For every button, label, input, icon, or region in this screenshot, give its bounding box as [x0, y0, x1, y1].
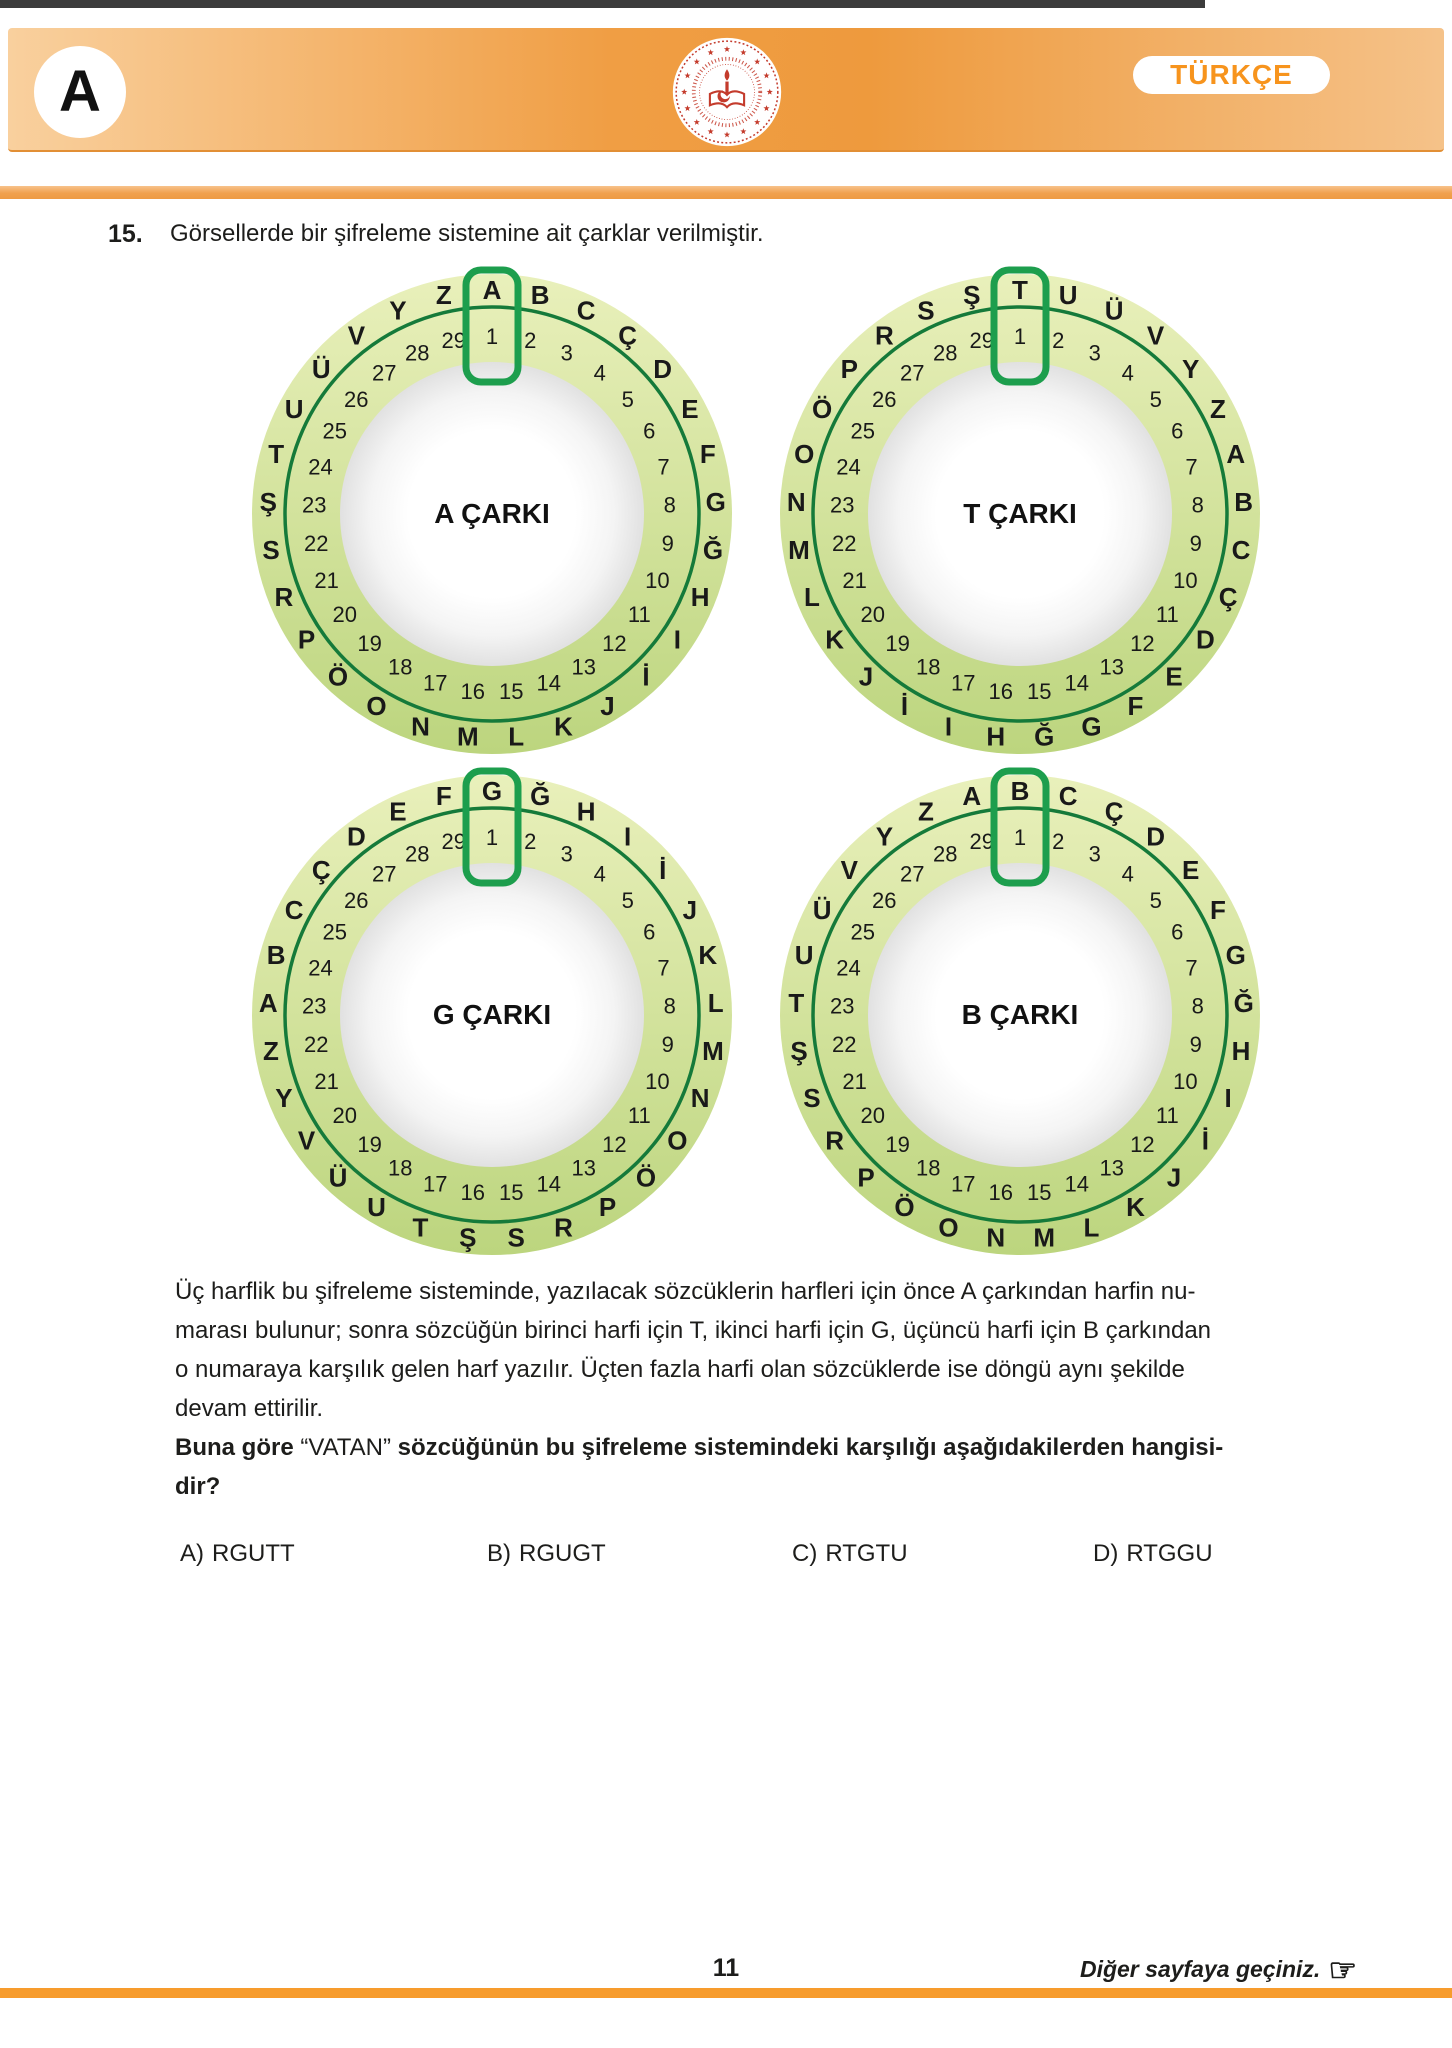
wheel-number: 10 [1173, 1068, 1198, 1094]
wheel-letter: Y [275, 1082, 293, 1113]
wheel-number: 7 [657, 454, 670, 480]
wheel-label: T ÇARKI [963, 498, 1077, 529]
wheel-letter: J [1166, 1162, 1182, 1193]
wheel-letter: B [530, 280, 550, 311]
wheel-letter: U [367, 1191, 386, 1222]
wheel-letter: H [986, 721, 1006, 752]
wheel-number: 12 [602, 631, 627, 657]
wheel-number: 4 [593, 360, 606, 386]
wheel-letter: T [412, 1212, 429, 1243]
wheel-number: 26 [344, 386, 369, 412]
wheel-letter: L [508, 721, 525, 752]
wheel-letter: H [1231, 1036, 1251, 1067]
wheel-number: 2 [1052, 328, 1065, 354]
wheel-number: 17 [950, 670, 976, 696]
wheel-number: 2 [1052, 829, 1065, 855]
wheel-number: 28 [933, 340, 958, 366]
wheel-letter: F [1209, 895, 1226, 926]
wheel-letter: S [803, 1082, 821, 1113]
wheel-number: 6 [1171, 418, 1184, 444]
wheel-letter: B [1234, 486, 1254, 517]
wheel-label: A ÇARKI [434, 498, 550, 529]
option-d [1093, 1540, 1213, 1568]
wheel-letter: D [1196, 624, 1215, 655]
wheel-letter: J [682, 895, 698, 926]
option-c [792, 1540, 908, 1568]
wheel-number: 27 [900, 861, 925, 887]
paragraph-line: Üç harflik bu şifreleme sisteminde, yazılacak sözcüklerin harfleri için önce A çarkından harfin nu- [175, 1278, 1196, 1305]
wheel-number: 7 [1185, 454, 1198, 480]
wheel-letter: Ü [1104, 295, 1124, 326]
wheel-number: 23 [302, 492, 327, 518]
wheel-letter: M [702, 1036, 724, 1067]
wheel-number: 13 [571, 654, 597, 680]
wheel-number: 14 [536, 670, 562, 696]
wheel-letter: E [681, 394, 699, 425]
option-b-label: B) [487, 1540, 511, 1567]
wheel-letter: E [1165, 661, 1183, 692]
wheel-number: 17 [950, 1171, 976, 1197]
header-band [8, 28, 1444, 152]
subject-badge-label: TÜRKÇE [1170, 59, 1293, 90]
wheel-number: 14 [1064, 670, 1090, 696]
wheel-number: 20 [332, 1102, 357, 1128]
wheel-number: 22 [304, 1031, 329, 1057]
wheel-number: 18 [915, 1155, 941, 1181]
wheel-number: 1 [1013, 825, 1027, 850]
wheel-letter: C [1058, 781, 1078, 812]
wheel-letter: V [347, 320, 366, 351]
page-number: 11 [712, 1954, 740, 1982]
wheel-letter: A [1226, 439, 1246, 470]
next-page-note [1079, 1951, 1357, 1988]
wheel-number: 10 [645, 567, 670, 593]
wheel-letter: O [667, 1125, 688, 1156]
wheel-letter: Ş [459, 1222, 477, 1253]
wheel-letter: Ğ [530, 781, 551, 812]
wheel-letter: G [481, 776, 503, 806]
wheel-number: 19 [357, 1132, 382, 1158]
wheel-letter: R [554, 1212, 573, 1243]
wheel-number: 7 [1185, 955, 1198, 981]
wheel-number: 6 [1171, 919, 1184, 945]
wheel-letter: Y [1182, 354, 1200, 384]
wheel-number: 29 [441, 829, 466, 855]
wheel-number: 6 [643, 919, 656, 945]
wheel-letter: Ç [311, 855, 331, 885]
wheel-letter: Ğ [1233, 987, 1254, 1018]
wheel-number: 7 [657, 955, 670, 981]
wheel-number: 9 [661, 530, 674, 556]
wheel-letter: C [1231, 535, 1251, 566]
wheel-letter: J [858, 661, 874, 692]
paragraph-line: o numaraya karşılık gelen harf yazılır. Üçten fazla harfi olan sözcüklerde ise döngü aynı şekilde [175, 1356, 1185, 1383]
wheel-letter: O [366, 690, 387, 721]
wheel-letter: D [347, 821, 366, 852]
wheel-letter: K [554, 711, 573, 742]
wheel-letter: Z [263, 1036, 279, 1067]
wheel-number: 18 [387, 1155, 413, 1181]
option-b [487, 1540, 606, 1568]
wheel-number: 15 [1026, 679, 1052, 704]
paragraph-line: devam ettirilir. [175, 1395, 324, 1422]
cipher-wheel-b [770, 765, 1270, 1265]
wheel-number: 13 [1099, 654, 1125, 680]
wheel-number: 8 [1191, 492, 1204, 518]
wheel-number: 5 [1149, 887, 1162, 913]
wheel-letter: İ [642, 661, 650, 692]
stem-line-2: dir? [175, 1473, 221, 1500]
wheel-letter: Ş [259, 486, 277, 517]
wheel-letter: I [623, 821, 632, 852]
wheel-letter: I [673, 624, 682, 655]
subject-badge [1133, 56, 1330, 94]
wheel-label: B ÇARKI [961, 999, 1079, 1030]
wheel-number: 23 [830, 993, 855, 1019]
wheel-letter: İ [659, 855, 667, 885]
wheel-letter: H [576, 796, 596, 827]
wheel-number: 8 [663, 492, 676, 518]
wheel-number: 9 [1189, 1031, 1202, 1057]
question-intro: Görsellerde bir şifreleme sistemine ait çarklar verilmiştir. [170, 220, 764, 247]
wheel-letter: L [1083, 1212, 1100, 1243]
wheel-number: 28 [405, 841, 430, 867]
wheel-letter: M [456, 721, 479, 752]
option-a-label: A) [180, 1540, 204, 1567]
wheel-letter: Ü [328, 1162, 348, 1193]
wheel-letter: Y [875, 821, 894, 852]
wheel-letter: F [699, 439, 716, 470]
wheel-letter: P [297, 624, 316, 655]
wheel-letter: T [788, 987, 805, 1018]
option-b-text: RGUGT [519, 1540, 606, 1567]
wheel-number: 16 [460, 679, 486, 704]
wheel-letter: R [825, 1125, 844, 1156]
wheel-number: 21 [842, 1068, 867, 1094]
wheel-letter: Ş [963, 280, 981, 311]
option-d-text: RTGGU [1126, 1540, 1213, 1567]
wheel-letter: Z [917, 796, 934, 827]
wheel-number: 15 [1026, 1180, 1052, 1205]
paragraph-line: marası bulunur; sonra sözcüğün birinci harfi için T, ikinci harfi için G, üçüncü harfi için B çarkından [175, 1317, 1212, 1344]
wheel-number: 12 [1130, 631, 1155, 657]
wheel-letter: N [690, 1082, 710, 1113]
wheel-letter: S [917, 295, 935, 326]
wheel-number: 16 [988, 679, 1014, 704]
question-stem [175, 1428, 1223, 1506]
wheel-number: 4 [593, 861, 606, 887]
wheel-number: 19 [885, 1132, 910, 1158]
wheel-letter: R [274, 581, 294, 612]
wheel-letter: Ü [311, 354, 331, 384]
booklet-letter: A [59, 59, 101, 124]
wheel-number: 25 [850, 919, 875, 945]
wheel-number: 26 [872, 887, 897, 913]
wheel-letter: H [690, 581, 710, 612]
wheel-number: 23 [830, 492, 855, 518]
wheel-letter: R [875, 320, 894, 351]
wheel-letter: C [576, 295, 596, 326]
wheel-letter: V [840, 855, 858, 885]
wheel-number: 14 [536, 1171, 562, 1197]
wheel-number: 11 [627, 601, 651, 627]
wheel-number: 11 [1155, 601, 1179, 627]
cipher-wheel-t [770, 264, 1270, 764]
question-number: 15. [108, 220, 143, 248]
wheel-number: 20 [860, 1102, 885, 1128]
wheel-number: 21 [314, 1068, 339, 1094]
wheel-letter: Ö [635, 1162, 657, 1193]
wheel-number: 13 [1099, 1155, 1125, 1181]
wheel-number: 19 [357, 631, 382, 657]
wheel-letter: L [707, 987, 724, 1018]
wheel-number: 14 [1064, 1171, 1090, 1197]
wheel-number: 26 [344, 887, 369, 913]
wheel-number: 27 [372, 360, 397, 386]
wheel-letter: A [482, 275, 502, 305]
wheel-number: 22 [832, 530, 857, 556]
option-c-text: RTGTU [825, 1540, 908, 1567]
wheel-letter: M [1033, 1222, 1056, 1253]
wheel-number: 12 [1130, 1132, 1155, 1158]
wheel-letter: Ğ [1034, 721, 1055, 752]
wheel-letter: U [794, 940, 814, 971]
wheel-number: 5 [621, 386, 634, 412]
wheel-number: 3 [1088, 841, 1101, 867]
wheel-letter: P [598, 1191, 617, 1222]
wheel-number: 29 [441, 328, 466, 354]
wheel-number: 22 [832, 1031, 857, 1057]
wheel-letter: E [389, 796, 407, 827]
next-page-text: Diğer sayfaya geçiniz. [1079, 1956, 1321, 1982]
wheel-letter: V [297, 1125, 316, 1156]
wheel-number: 11 [1155, 1102, 1179, 1128]
divider-strip [0, 186, 1452, 199]
wheel-letter: V [1146, 320, 1165, 351]
wheel-number: 11 [627, 1102, 651, 1128]
wheel-letter: Ç [1218, 581, 1238, 612]
wheel-letter: A [962, 781, 982, 812]
stem-word-vatan: “VATAN” [300, 1434, 391, 1461]
wheel-letter: İ [1201, 1125, 1210, 1156]
pointing-hand-icon: ☞ [1328, 1951, 1357, 1988]
wheel-letter: L [803, 581, 820, 612]
wheel-number: 4 [1121, 861, 1134, 887]
wheel-number: 2 [524, 829, 537, 855]
wheel-number: 9 [1189, 530, 1202, 556]
wheel-number: 24 [308, 955, 333, 981]
ministry-logo-icon [670, 35, 784, 149]
wheel-letter: Z [1209, 394, 1226, 425]
wheel-number: 3 [560, 340, 573, 366]
wheel-letter: Z [435, 280, 452, 311]
wheel-letter: Y [389, 295, 407, 326]
wheel-number: 1 [485, 825, 499, 850]
wheel-number: 25 [322, 919, 347, 945]
wheel-letter: N [786, 486, 806, 517]
wheel-letter: B [266, 940, 286, 971]
wheel-number: 13 [571, 1155, 597, 1181]
wheel-letter: G [705, 486, 726, 517]
wheel-letter: E [1182, 855, 1200, 885]
wheel-letter: O [938, 1212, 959, 1243]
wheel-letter: Ş [790, 1036, 808, 1067]
wheel-letter: B [1010, 776, 1030, 806]
wheel-letter: Ö [327, 661, 349, 692]
wheel-letter: Ç [1104, 796, 1124, 827]
wheel-number: 18 [915, 654, 941, 680]
wheel-number: 28 [933, 841, 958, 867]
wheel-letter: J [600, 690, 615, 721]
wheel-number: 27 [372, 861, 397, 887]
wheel-number: 3 [560, 841, 573, 867]
wheel-letter: G [1225, 940, 1246, 971]
top-bar [0, 0, 1205, 8]
wheel-number: 10 [1173, 567, 1198, 593]
answer-options [0, 1540, 1452, 1570]
stem-line-1 [175, 1428, 1223, 1467]
option-a [180, 1540, 295, 1568]
wheel-number: 25 [322, 418, 347, 444]
wheel-number: 20 [860, 601, 885, 627]
wheel-letter: Ö [894, 1191, 915, 1222]
wheel-letter: P [840, 354, 858, 384]
wheel-number: 6 [643, 418, 656, 444]
wheel-letter: P [857, 1162, 875, 1193]
wheel-number: 29 [969, 328, 994, 354]
wheel-number: 4 [1121, 360, 1134, 386]
booklet-type-circle [34, 46, 126, 138]
wheel-number: 23 [302, 993, 327, 1019]
wheel-number: 9 [661, 1031, 674, 1057]
wheel-letter: T [1012, 275, 1028, 305]
option-c-label: C) [792, 1540, 818, 1567]
wheel-number: 24 [836, 955, 861, 981]
stem-bold-suffix: sözcüğünün bu şifreleme sistemindeki karşılığı aşağıdakilerden hangisi- [391, 1434, 1224, 1461]
wheel-number: 29 [969, 829, 994, 855]
wheel-letter: Ü [812, 895, 832, 926]
wheel-number: 24 [836, 454, 861, 480]
wheel-letter: T [268, 439, 285, 470]
wheel-number: 15 [498, 679, 524, 704]
wheel-letter: G [1081, 711, 1102, 742]
wheel-letter: K [698, 940, 718, 971]
bottom-bar [0, 1988, 1452, 1998]
wheel-number: 16 [988, 1180, 1014, 1205]
wheel-number: 10 [645, 1068, 670, 1094]
wheel-letter: Ğ [702, 535, 724, 566]
wheel-letter: K [1126, 1191, 1145, 1222]
wheel-number: 17 [422, 1171, 448, 1197]
wheel-number: 24 [308, 454, 333, 480]
wheel-letter: U [284, 394, 304, 425]
wheel-letter: U [1058, 280, 1078, 311]
wheel-number: 1 [1013, 324, 1027, 349]
wheel-letter: I [944, 711, 953, 742]
option-a-text: RGUTT [212, 1540, 295, 1567]
wheel-letter: C [284, 895, 304, 926]
wheel-letter: F [1127, 690, 1144, 721]
wheel-letter: D [653, 354, 673, 384]
wheel-number: 17 [422, 670, 448, 696]
wheel-letter: D [1146, 821, 1165, 852]
wheel-number: 5 [1149, 386, 1162, 412]
wheel-letter: N [411, 711, 430, 742]
wheel-label: G ÇARKI [432, 999, 552, 1030]
wheel-number: 27 [900, 360, 925, 386]
wheel-number: 21 [842, 567, 867, 593]
wheel-number: 20 [332, 601, 357, 627]
wheel-letter: S [507, 1222, 525, 1253]
wheel-number: 12 [602, 1132, 627, 1158]
wheel-letter: A [258, 987, 278, 1018]
wheel-number: 25 [850, 418, 875, 444]
wheel-number: 26 [872, 386, 897, 412]
cipher-wheel-a [242, 264, 742, 764]
wheel-number: 21 [314, 567, 339, 593]
wheel-letter: N [986, 1222, 1006, 1253]
wheel-letter: Ö [811, 394, 833, 425]
wheel-number: 19 [885, 631, 910, 657]
wheel-number: 8 [663, 993, 676, 1019]
wheel-letter: M [788, 535, 810, 566]
wheel-number: 3 [1088, 340, 1101, 366]
wheel-number: 8 [1191, 993, 1204, 1019]
wheel-number: 22 [304, 530, 329, 556]
wheel-letter: Ç [618, 320, 637, 351]
question-header [108, 220, 763, 249]
wheel-number: 16 [460, 1180, 486, 1205]
option-d-label: D) [1093, 1540, 1119, 1567]
wheel-number: 28 [405, 340, 430, 366]
wheel-letter: F [435, 781, 452, 812]
wheel-letter: O [794, 439, 815, 470]
wheel-letter: S [262, 535, 280, 566]
question-paragraph [175, 1272, 1211, 1428]
wheel-letter: I [1224, 1082, 1232, 1113]
wheel-letter: K [825, 624, 844, 655]
wheel-number: 15 [498, 1180, 524, 1205]
wheel-number: 2 [524, 328, 537, 354]
wheel-number: 18 [387, 654, 413, 680]
cipher-wheel-g [242, 765, 742, 1265]
stem-bold-prefix: Buna göre [175, 1434, 301, 1461]
wheel-letter: İ [900, 690, 909, 721]
wheel-number: 1 [485, 324, 499, 349]
wheel-number: 5 [621, 887, 634, 913]
